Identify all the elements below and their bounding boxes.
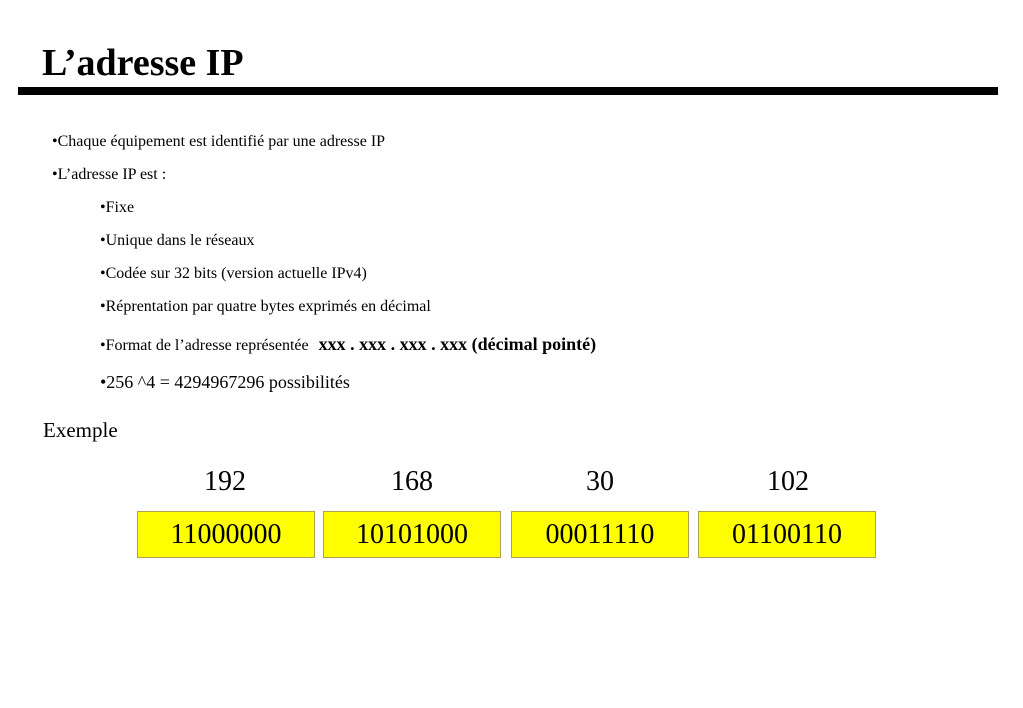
sub-bullet-possibilities: •256 ^4 = 4294967296 possibilités <box>100 372 350 392</box>
octet-decimal-4: 102 <box>767 466 809 497</box>
octet-decimal-1: 192 <box>204 466 246 497</box>
example-label: Exemple <box>43 418 118 442</box>
octet-binary-box-3: 00011110 <box>511 511 689 558</box>
format-prefix: •Format de l’adresse représentée <box>100 337 309 354</box>
bullet-identification: •Chaque équipement est identifié par une adresse IP <box>52 133 386 150</box>
slide-title: L’adresse IP <box>42 42 244 84</box>
sub-bullet-fixed: •Fixe <box>100 199 135 216</box>
sub-bullet-unique: •Unique dans le réseaux <box>100 232 255 249</box>
title-underline <box>18 87 998 95</box>
dotted-decimal-format: xxx . xxx . xxx . xxx (décimal pointé) <box>318 334 597 354</box>
octet-binary-box-1: 11000000 <box>137 511 315 558</box>
sub-bullet-four-bytes: •Réprentation par quatre bytes exprimés en décimal <box>100 298 431 315</box>
octet-binary-box-4: 01100110 <box>698 511 876 558</box>
octet-decimal-3: 30 <box>586 466 614 497</box>
octet-binary-box-2: 10101000 <box>323 511 501 558</box>
sub-bullet-32-bits: •Codée sur 32 bits (version actuelle IPv4) <box>100 265 367 282</box>
bullet-ip-properties: •L’adresse IP est : <box>52 166 167 183</box>
octet-decimal-2: 168 <box>391 466 433 497</box>
sub-bullet-format <box>100 334 596 356</box>
